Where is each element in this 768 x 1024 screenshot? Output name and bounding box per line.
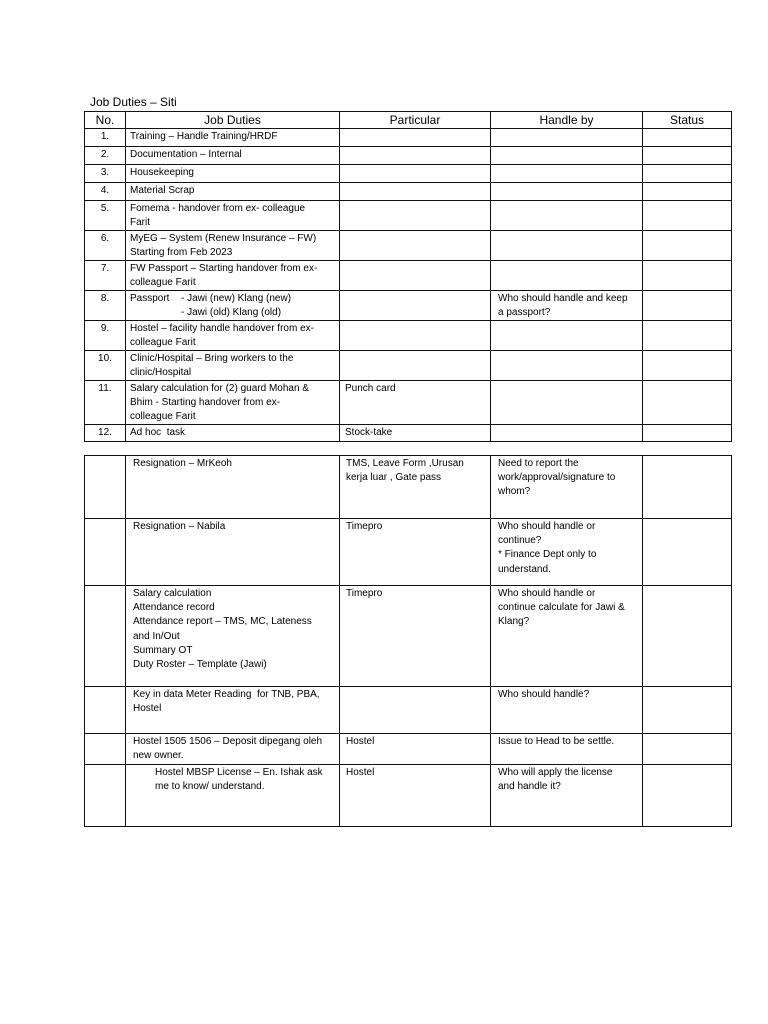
table-row: [85, 147, 732, 165]
row-number: [85, 765, 126, 827]
job-duty-cell: Material Scrap: [126, 183, 340, 201]
handle-by-cell: Need to report the work/approval/signature to whom?: [491, 456, 643, 519]
handle-by-cell: Who should handle or continue calculate for Jawi & Klang?: [491, 586, 643, 687]
particular-cell: [340, 201, 491, 231]
handle-by-cell: Who should handle and keep a passport?: [491, 291, 643, 321]
row-number: 9.: [85, 321, 126, 351]
table-row: [85, 687, 732, 734]
status-cell: [643, 456, 732, 519]
passport-details: - Jawi (new) Klang (new) - Jawi (old) Klang (old): [181, 293, 292, 318]
status-cell: [643, 147, 732, 165]
row-number: 12.: [85, 425, 126, 442]
particular-cell: [340, 231, 491, 261]
table-row: [85, 381, 732, 425]
handle-by-cell: [491, 261, 643, 291]
handle-by-cell: [491, 231, 643, 261]
header-job-duties: Job Duties: [126, 112, 340, 129]
row-number: 7.: [85, 261, 126, 291]
particular-cell: [340, 183, 491, 201]
header-no: No.: [85, 112, 126, 129]
status-cell: [643, 734, 732, 765]
table-row: [85, 201, 732, 231]
row-number: 3.: [85, 165, 126, 183]
job-duty-cell: Ad hoc task: [126, 425, 340, 442]
job-duty-cell: [126, 291, 340, 321]
job-duty-cell: Hostel MBSP License – En. Ishak ask me to know/ understand.: [126, 765, 340, 827]
table-row: [85, 456, 732, 519]
status-cell: [643, 351, 732, 381]
status-cell: [643, 381, 732, 425]
job-duty-cell: Hostel 1505 1506 – Deposit dipegang oleh new owner.: [126, 734, 340, 765]
table-row: [85, 129, 732, 147]
handle-by-cell: Who should handle?: [491, 687, 643, 734]
document-title: Job Duties – Siti: [90, 95, 177, 109]
row-number: [85, 734, 126, 765]
row-number: [85, 687, 126, 734]
table-row: [85, 165, 732, 183]
table-row: [85, 586, 732, 687]
handle-by-cell: [491, 425, 643, 442]
handle-by-cell: [491, 147, 643, 165]
job-duty-cell: Resignation – MrKeoh: [126, 456, 340, 519]
table-row: [85, 425, 732, 442]
handle-by-cell: [491, 183, 643, 201]
job-duty-cell: Fomema - handover from ex- colleague Farit: [126, 201, 340, 231]
header-particular: Particular: [340, 112, 491, 129]
status-cell: [643, 765, 732, 827]
row-number: 8.: [85, 291, 126, 321]
row-number: 10.: [85, 351, 126, 381]
job-duty-cell: Salary calculation for (2) guard Mohan & Bhim - Starting handover from ex- colleague Farit: [126, 381, 340, 425]
row-number: [85, 586, 126, 687]
handle-by-cell: [491, 321, 643, 351]
job-duties-table: [84, 111, 732, 442]
header-row: [85, 112, 732, 129]
table-row: [85, 231, 732, 261]
table-row: [85, 734, 732, 765]
handle-by-cell: Who should handle or continue? * Finance Dept only to understand.: [491, 519, 643, 586]
handle-by-cell: Issue to Head to be settle.: [491, 734, 643, 765]
particular-cell: [340, 129, 491, 147]
status-cell: [643, 231, 732, 261]
row-number: [85, 519, 126, 586]
status-cell: [643, 165, 732, 183]
job-duty-cell: Housekeeping: [126, 165, 340, 183]
particular-cell: [340, 351, 491, 381]
table-row: [85, 261, 732, 291]
handle-by-cell: [491, 381, 643, 425]
additional-duties-table: [84, 455, 732, 827]
particular-cell: Timepro: [340, 519, 491, 586]
row-number: 4.: [85, 183, 126, 201]
table-row: [85, 351, 732, 381]
table-row: [85, 519, 732, 586]
particular-cell: [340, 687, 491, 734]
job-duty-cell: FW Passport – Starting handover from ex- colleague Farit: [126, 261, 340, 291]
table-row: [85, 291, 732, 321]
particular-cell: Hostel: [340, 765, 491, 827]
particular-cell: [340, 147, 491, 165]
handle-by-cell: [491, 351, 643, 381]
header-handle-by: Handle by: [491, 112, 643, 129]
status-cell: [643, 321, 732, 351]
handle-by-cell: [491, 165, 643, 183]
status-cell: [643, 183, 732, 201]
particular-cell: Punch card: [340, 381, 491, 425]
particular-cell: Stock-take: [340, 425, 491, 442]
particular-cell: [340, 165, 491, 183]
row-number: 6.: [85, 231, 126, 261]
row-number: 2.: [85, 147, 126, 165]
table-row: [85, 765, 732, 827]
particular-cell: [340, 261, 491, 291]
passport-label: Passport: [130, 293, 170, 304]
particular-cell: Timepro: [340, 586, 491, 687]
status-cell: [643, 425, 732, 442]
header-status: Status: [643, 112, 732, 129]
particular-cell: TMS, Leave Form ,Urusan kerja luar , Gate pass: [340, 456, 491, 519]
handle-by-cell: Who will apply the license and handle it?: [491, 765, 643, 827]
row-number: 5.: [85, 201, 126, 231]
row-number: 11.: [85, 381, 126, 425]
job-duty-cell: Salary calculation Attendance record Attendance report – TMS, MC, Lateness and In/Out Summary OT Duty Roster – Template (Jawi): [126, 586, 340, 687]
job-duty-cell: Clinic/Hospital – Bring workers to the clinic/Hospital: [126, 351, 340, 381]
job-duty-cell: Training – Handle Training/HRDF: [126, 129, 340, 147]
row-number: 1.: [85, 129, 126, 147]
status-cell: [643, 201, 732, 231]
status-cell: [643, 586, 732, 687]
status-cell: [643, 129, 732, 147]
particular-cell: [340, 321, 491, 351]
status-cell: [643, 291, 732, 321]
handle-by-cell: [491, 129, 643, 147]
particular-cell: Hostel: [340, 734, 491, 765]
status-cell: [643, 687, 732, 734]
job-duty-cell: Documentation – Internal: [126, 147, 340, 165]
job-duty-cell: Resignation – Nabila: [126, 519, 340, 586]
row-number: [85, 456, 126, 519]
job-duty-cell: Key in data Meter Reading for TNB, PBA, Hostel: [126, 687, 340, 734]
job-duty-cell: MyEG – System (Renew Insurance – FW) Starting from Feb 2023: [126, 231, 340, 261]
status-cell: [643, 519, 732, 586]
particular-cell: [340, 291, 491, 321]
table-row: [85, 321, 732, 351]
status-cell: [643, 261, 732, 291]
handle-by-cell: [491, 201, 643, 231]
job-duty-cell: Hostel – facility handle handover from ex- colleague Farit: [126, 321, 340, 351]
table-row: [85, 183, 732, 201]
